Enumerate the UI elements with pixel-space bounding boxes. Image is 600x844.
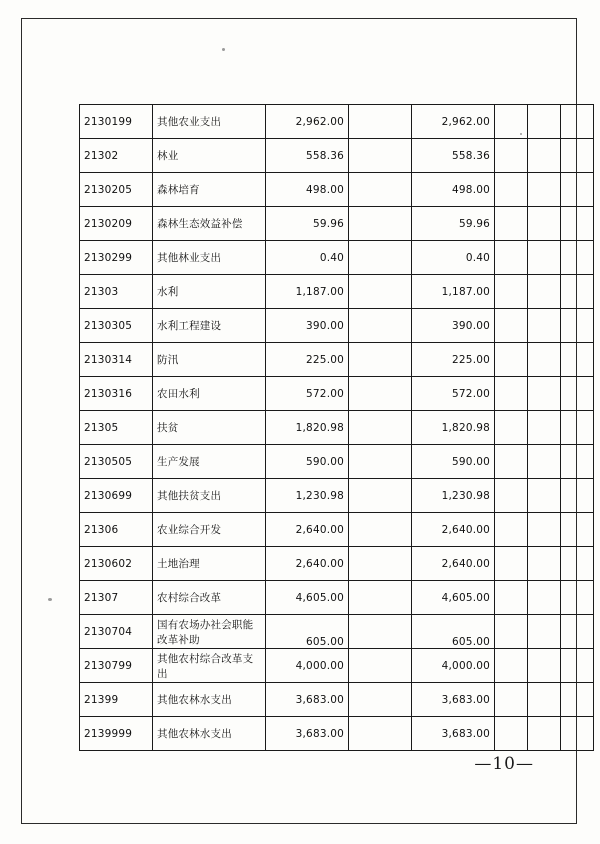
- cell-code: 2130799: [80, 649, 153, 683]
- cell-code: 2130305: [80, 309, 153, 343]
- cell-blank: [528, 173, 561, 207]
- cell-amount-secondary: 1,820.98: [412, 411, 495, 445]
- cell-blank: [349, 615, 412, 649]
- scan-artifact: [48, 598, 52, 601]
- cell-blank: [495, 445, 528, 479]
- cell-blank: [528, 649, 561, 683]
- cell-blank: [561, 207, 594, 241]
- cell-code: 2130602: [80, 547, 153, 581]
- cell-item-name: 森林生态效益补偿: [153, 207, 266, 241]
- cell-blank: [495, 683, 528, 717]
- cell-code: 2130314: [80, 343, 153, 377]
- cell-code: 21305: [80, 411, 153, 445]
- cell-amount-primary: 1,187.00: [266, 275, 349, 309]
- cell-blank: [349, 683, 412, 717]
- cell-item-name: 农村综合改革: [153, 581, 266, 615]
- cell-item-name: 其他农村综合改革支出: [153, 649, 266, 683]
- cell-blank: [561, 377, 594, 411]
- cell-blank: [495, 649, 528, 683]
- cell-blank: [561, 649, 594, 683]
- cell-amount-primary: 3,683.00: [266, 717, 349, 751]
- cell-amount-secondary: 2,962.00: [412, 105, 495, 139]
- budget-table-container: [79, 104, 521, 751]
- cell-blank: [349, 717, 412, 751]
- cell-blank: [561, 717, 594, 751]
- cell-blank: [349, 139, 412, 173]
- cell-amount-primary: 59.96: [266, 207, 349, 241]
- cell-blank: [349, 309, 412, 343]
- cell-blank: [349, 275, 412, 309]
- cell-blank: [349, 173, 412, 207]
- cell-blank: [349, 649, 412, 683]
- cell-code: 2130299: [80, 241, 153, 275]
- cell-amount-secondary: 4,605.00: [412, 581, 495, 615]
- cell-code: 2130699: [80, 479, 153, 513]
- cell-blank: [561, 139, 594, 173]
- cell-amount-secondary: 1,230.98: [412, 479, 495, 513]
- cell-amount-secondary: 3,683.00: [412, 717, 495, 751]
- cell-code: 2130316: [80, 377, 153, 411]
- cell-code: 21399: [80, 683, 153, 717]
- cell-blank: [561, 411, 594, 445]
- cell-blank: [561, 343, 594, 377]
- cell-amount-primary: 2,640.00: [266, 513, 349, 547]
- cell-amount-primary: 4,000.00: [266, 649, 349, 683]
- cell-amount-secondary: 590.00: [412, 445, 495, 479]
- cell-code: 2130205: [80, 173, 153, 207]
- table-row: [80, 513, 594, 547]
- cell-blank: [349, 513, 412, 547]
- table-row: [80, 377, 594, 411]
- table-row: [80, 241, 594, 275]
- cell-amount-secondary: 59.96: [412, 207, 495, 241]
- budget-table: [79, 104, 594, 751]
- cell-item-name: 国有农场办社会职能改革补助: [153, 615, 266, 649]
- cell-amount-primary: 4,605.00: [266, 581, 349, 615]
- cell-item-name: 生产发展: [153, 445, 266, 479]
- cell-amount-primary: 558.36: [266, 139, 349, 173]
- cell-blank: [528, 411, 561, 445]
- cell-amount-primary: 2,962.00: [266, 105, 349, 139]
- cell-code: 2139999: [80, 717, 153, 751]
- cell-blank: [349, 377, 412, 411]
- cell-blank: [495, 615, 528, 649]
- table-row: [80, 207, 594, 241]
- cell-item-name: 其他农业支出: [153, 105, 266, 139]
- cell-blank: [495, 309, 528, 343]
- cell-code: 2130704: [80, 615, 153, 649]
- cell-item-name: 森林培育: [153, 173, 266, 207]
- cell-item-name: 农业综合开发: [153, 513, 266, 547]
- cell-item-name: 防汛: [153, 343, 266, 377]
- cell-amount-primary: 1,820.98: [266, 411, 349, 445]
- scan-artifact: [222, 48, 225, 51]
- cell-amount-primary: 225.00: [266, 343, 349, 377]
- cell-blank: [561, 479, 594, 513]
- cell-amount-primary: 590.00: [266, 445, 349, 479]
- cell-amount-primary: 1,230.98: [266, 479, 349, 513]
- table-row: [80, 717, 594, 751]
- cell-blank: [528, 343, 561, 377]
- cell-blank: [495, 547, 528, 581]
- cell-blank: [561, 513, 594, 547]
- table-row: [80, 547, 594, 581]
- cell-code: 2130209: [80, 207, 153, 241]
- cell-amount-secondary: 2,640.00: [412, 547, 495, 581]
- cell-amount-secondary: 558.36: [412, 139, 495, 173]
- table-row: [80, 173, 594, 207]
- table-row: [80, 479, 594, 513]
- table-row: [80, 411, 594, 445]
- cell-item-name: 其他农林水支出: [153, 717, 266, 751]
- cell-amount-secondary: 2,640.00: [412, 513, 495, 547]
- cell-amount-secondary: 498.00: [412, 173, 495, 207]
- cell-item-name: 其他林业支出: [153, 241, 266, 275]
- cell-blank: [528, 309, 561, 343]
- cell-blank: [349, 445, 412, 479]
- cell-amount-secondary: 3,683.00: [412, 683, 495, 717]
- table-row: [80, 615, 594, 649]
- cell-item-name: 农田水利: [153, 377, 266, 411]
- cell-item-name: 林业: [153, 139, 266, 173]
- cell-item-name: 其他扶贫支出: [153, 479, 266, 513]
- cell-blank: [561, 105, 594, 139]
- cell-amount-primary: 2,640.00: [266, 547, 349, 581]
- cell-blank: [528, 275, 561, 309]
- cell-blank: [495, 411, 528, 445]
- cell-code: 2130505: [80, 445, 153, 479]
- cell-blank: [349, 547, 412, 581]
- cell-amount-primary: 572.00: [266, 377, 349, 411]
- table-row: [80, 445, 594, 479]
- cell-amount-primary: 605.00: [266, 615, 349, 649]
- cell-amount-secondary: 572.00: [412, 377, 495, 411]
- table-row: [80, 139, 594, 173]
- cell-blank: [495, 581, 528, 615]
- cell-amount-primary: 0.40: [266, 241, 349, 275]
- cell-item-name: 其他农林水支出: [153, 683, 266, 717]
- cell-amount-secondary: 0.40: [412, 241, 495, 275]
- cell-blank: [561, 581, 594, 615]
- cell-blank: [495, 479, 528, 513]
- cell-item-name: 扶贫: [153, 411, 266, 445]
- table-row: [80, 105, 594, 139]
- page-number: —10—: [474, 754, 534, 774]
- cell-blank: [528, 105, 561, 139]
- cell-blank: [528, 241, 561, 275]
- cell-code: 21307: [80, 581, 153, 615]
- cell-code: 21303: [80, 275, 153, 309]
- cell-blank: [495, 275, 528, 309]
- cell-blank: [495, 513, 528, 547]
- cell-amount-primary: 390.00: [266, 309, 349, 343]
- cell-blank: [349, 105, 412, 139]
- cell-blank: [528, 139, 561, 173]
- cell-amount-secondary: 390.00: [412, 309, 495, 343]
- cell-blank: [349, 479, 412, 513]
- cell-blank: [349, 581, 412, 615]
- cell-amount-secondary: 225.00: [412, 343, 495, 377]
- cell-code: 21302: [80, 139, 153, 173]
- cell-blank: [495, 343, 528, 377]
- cell-blank: [349, 241, 412, 275]
- cell-blank: [561, 683, 594, 717]
- cell-blank: [561, 445, 594, 479]
- cell-blank: [528, 615, 561, 649]
- cell-item-name: 土地治理: [153, 547, 266, 581]
- table-row: [80, 343, 594, 377]
- cell-blank: [495, 139, 528, 173]
- cell-blank: [349, 343, 412, 377]
- cell-blank: [561, 309, 594, 343]
- cell-amount-primary: 498.00: [266, 173, 349, 207]
- cell-item-name: 水利: [153, 275, 266, 309]
- cell-blank: [495, 377, 528, 411]
- cell-amount-primary: 3,683.00: [266, 683, 349, 717]
- cell-code: 2130199: [80, 105, 153, 139]
- cell-amount-secondary: 4,000.00: [412, 649, 495, 683]
- table-row: [80, 581, 594, 615]
- cell-blank: [528, 479, 561, 513]
- cell-item-name: 水利工程建设: [153, 309, 266, 343]
- cell-blank: [495, 173, 528, 207]
- cell-blank: [528, 581, 561, 615]
- cell-blank: [495, 207, 528, 241]
- cell-blank: [528, 513, 561, 547]
- cell-blank: [561, 275, 594, 309]
- cell-blank: [349, 207, 412, 241]
- cell-blank: [495, 105, 528, 139]
- table-row: [80, 683, 594, 717]
- cell-blank: [528, 207, 561, 241]
- cell-blank: [495, 241, 528, 275]
- cell-blank: [495, 717, 528, 751]
- cell-blank: [528, 445, 561, 479]
- cell-blank: [561, 173, 594, 207]
- table-row: [80, 649, 594, 683]
- cell-blank: [528, 683, 561, 717]
- cell-blank: [561, 615, 594, 649]
- cell-amount-secondary: 605.00: [412, 615, 495, 649]
- cell-blank: [528, 547, 561, 581]
- cell-blank: [349, 411, 412, 445]
- table-row: [80, 309, 594, 343]
- cell-blank: [561, 241, 594, 275]
- cell-blank: [528, 377, 561, 411]
- cell-code: 21306: [80, 513, 153, 547]
- cell-blank: [561, 547, 594, 581]
- table-row: [80, 275, 594, 309]
- cell-amount-secondary: 1,187.00: [412, 275, 495, 309]
- cell-blank: [528, 717, 561, 751]
